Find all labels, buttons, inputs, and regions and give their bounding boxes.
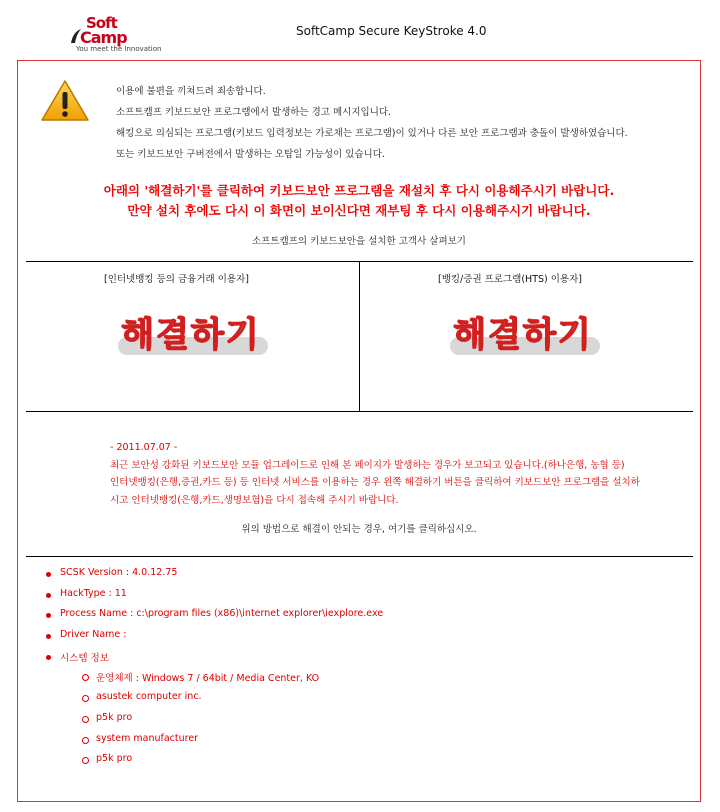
logo-camp-text: Camp — [80, 28, 127, 47]
softcamp-logo — [70, 12, 162, 53]
circle-bullet-icon — [82, 674, 89, 681]
other-help-link[interactable]: 위의 방법으로 해결이 안되는 경우, 여기를 클릭하십시오. — [241, 524, 477, 535]
notice-line: 시고 인터넷뱅킹(은행,카드,생명보험)을 다시 접속해 주시기 바랍니다. — [110, 494, 399, 506]
fix-button-label: 해결하기 — [121, 315, 261, 355]
column-divider — [359, 261, 360, 411]
intro-line: 이용에 불편을 끼쳐드려 죄송합니다. — [116, 86, 266, 97]
bullet-icon — [46, 655, 51, 660]
logo-tagline: You meet the Innovation — [76, 45, 162, 53]
circle-bullet-icon — [82, 695, 89, 702]
fix-button-label: 해결하기 — [453, 315, 593, 355]
update-notice — [110, 439, 695, 509]
divider — [26, 411, 693, 412]
bullet-icon — [46, 613, 51, 618]
online-banking-user-title: [인터넷뱅킹 등의 금융거래 이용자] — [104, 274, 249, 285]
intro-line: 또는 키보드보안 구버전에서 발생하는 오탐일 가능성이 있습니다. — [116, 149, 385, 160]
intro-line: 소프트캠프 키보드보안 프로그램에서 발생하는 경고 메시지입니다. — [116, 107, 392, 118]
alert-line-reboot: 만약 설치 후에도 다시 이 화면이 보이신다면 재부팅 후 다시 이용해주시기 바랍니다. — [127, 203, 591, 218]
notice-line: 인터넷뱅킹(은행,증권,카드 등) 등 인터넷 서비스를 이용하는 경우 왼쪽 해결하기 버튼을 클릭하여 키보드보안 프로그램을 설치하 — [110, 477, 640, 488]
circle-bullet-icon — [82, 757, 89, 764]
logo-soft-text: Soft — [86, 14, 117, 32]
bullet-icon — [46, 634, 51, 639]
customer-list-link[interactable]: 소프트캠프의 키보드보안을 설치한 고객사 살펴보기 — [252, 236, 466, 247]
app-title: SoftCamp Secure KeyStroke 4.0 — [296, 24, 487, 38]
intro-message — [116, 81, 628, 165]
circle-bullet-icon — [82, 716, 89, 723]
circle-bullet-icon — [82, 737, 89, 744]
intro-line: 해킹으로 의심되는 프로그램(키보드 입력정보는 가로채는 프로그램)이 있거나 다른 보안 프로그램과 충돌이 발생하였습니다. — [116, 128, 628, 139]
notice-line: 최근 보안성 강화된 키보드보안 모듈 업그레이드로 인해 본 페이지가 발생하는 경우가 보고되고 있습니다.(하나은행, 농협 등) — [110, 459, 625, 471]
warning-triangle-icon — [40, 79, 90, 123]
bullet-icon — [46, 572, 51, 577]
hts-user-title: [뱅킹/증권 프로그램(HTS) 이용자] — [438, 274, 582, 285]
alert-line-reinstall: 아래의 '해결하기'를 클릭하여 키보드보안 프로그램을 재설치 후 다시 이용해주시기 바랍니다. — [103, 183, 615, 198]
fix-button-online-banking[interactable] — [112, 307, 270, 359]
warning-panel: 이용에 불편을 끼쳐드려 죄송합니다. 소프트캠프 키보드보안 프로그램에서 발생하는 경고 메시지입니다. 해킹으로 의심되는 프로그램(키보드 입력정보는 가로채는 프로그램)이 있거나 다른 보안 프로그램과 충돌이 발생하였습니다. 또는 키보드보안 구버전에서 발생하는 오탐일 가능성이 있습니다. 아래의 '해결하기'를 클릭하여 키보드보안 프로그램을 재설치 후 다시 이용해주시기 바랍니다. 만약 설치 후에도 다시 이 화면이 보이신다면 재부팅 후 다시 이용해주시기 바랍니다. 소프트캠프의 키보드보안을 설치한 고객사 살펴보기 [인터넷뱅킹 등의 금융거래 이용자] [뱅킹/증권 프로그램(HTS) 이용자] 해결하기 해결하기 - 2011.07.07 - 최근 보안성 강화된 키보드보안 모듈 업그레이드로 인해 본 페이지가 발생하는 경우가 보고되고 있습니다.(하나은행, 농협 등) 인터넷뱅킹(은행,증권,카드 등) 등 인터넷 서비스를 이용하는 경우 왼쪽 해결하기 버튼을 클릭하여 키보드보안 프로그램을 설치하 시고 인터넷뱅킹(은행,카드,생명보험)을 다시 접속해 주시기 바랍니다. 위의 방법으로 해결이 안되는 경우, 여기를 클릭하십시오. SCSK Version : 4.0.12.75 HackType : 11 Process Name : c:\program files (x86)\internet explorer\iexplore.exe Driver Name : 시스템 정보 운영체제 : Windows 7 / 64bit / Media Center, KO asustek computer inc. p5k pro system manufacturer p5k pro — [17, 60, 701, 802]
divider — [26, 556, 693, 557]
notice-date: - 2011.07.07 - — [110, 442, 178, 453]
bullet-icon — [46, 593, 51, 598]
fix-button-hts[interactable] — [444, 307, 602, 359]
